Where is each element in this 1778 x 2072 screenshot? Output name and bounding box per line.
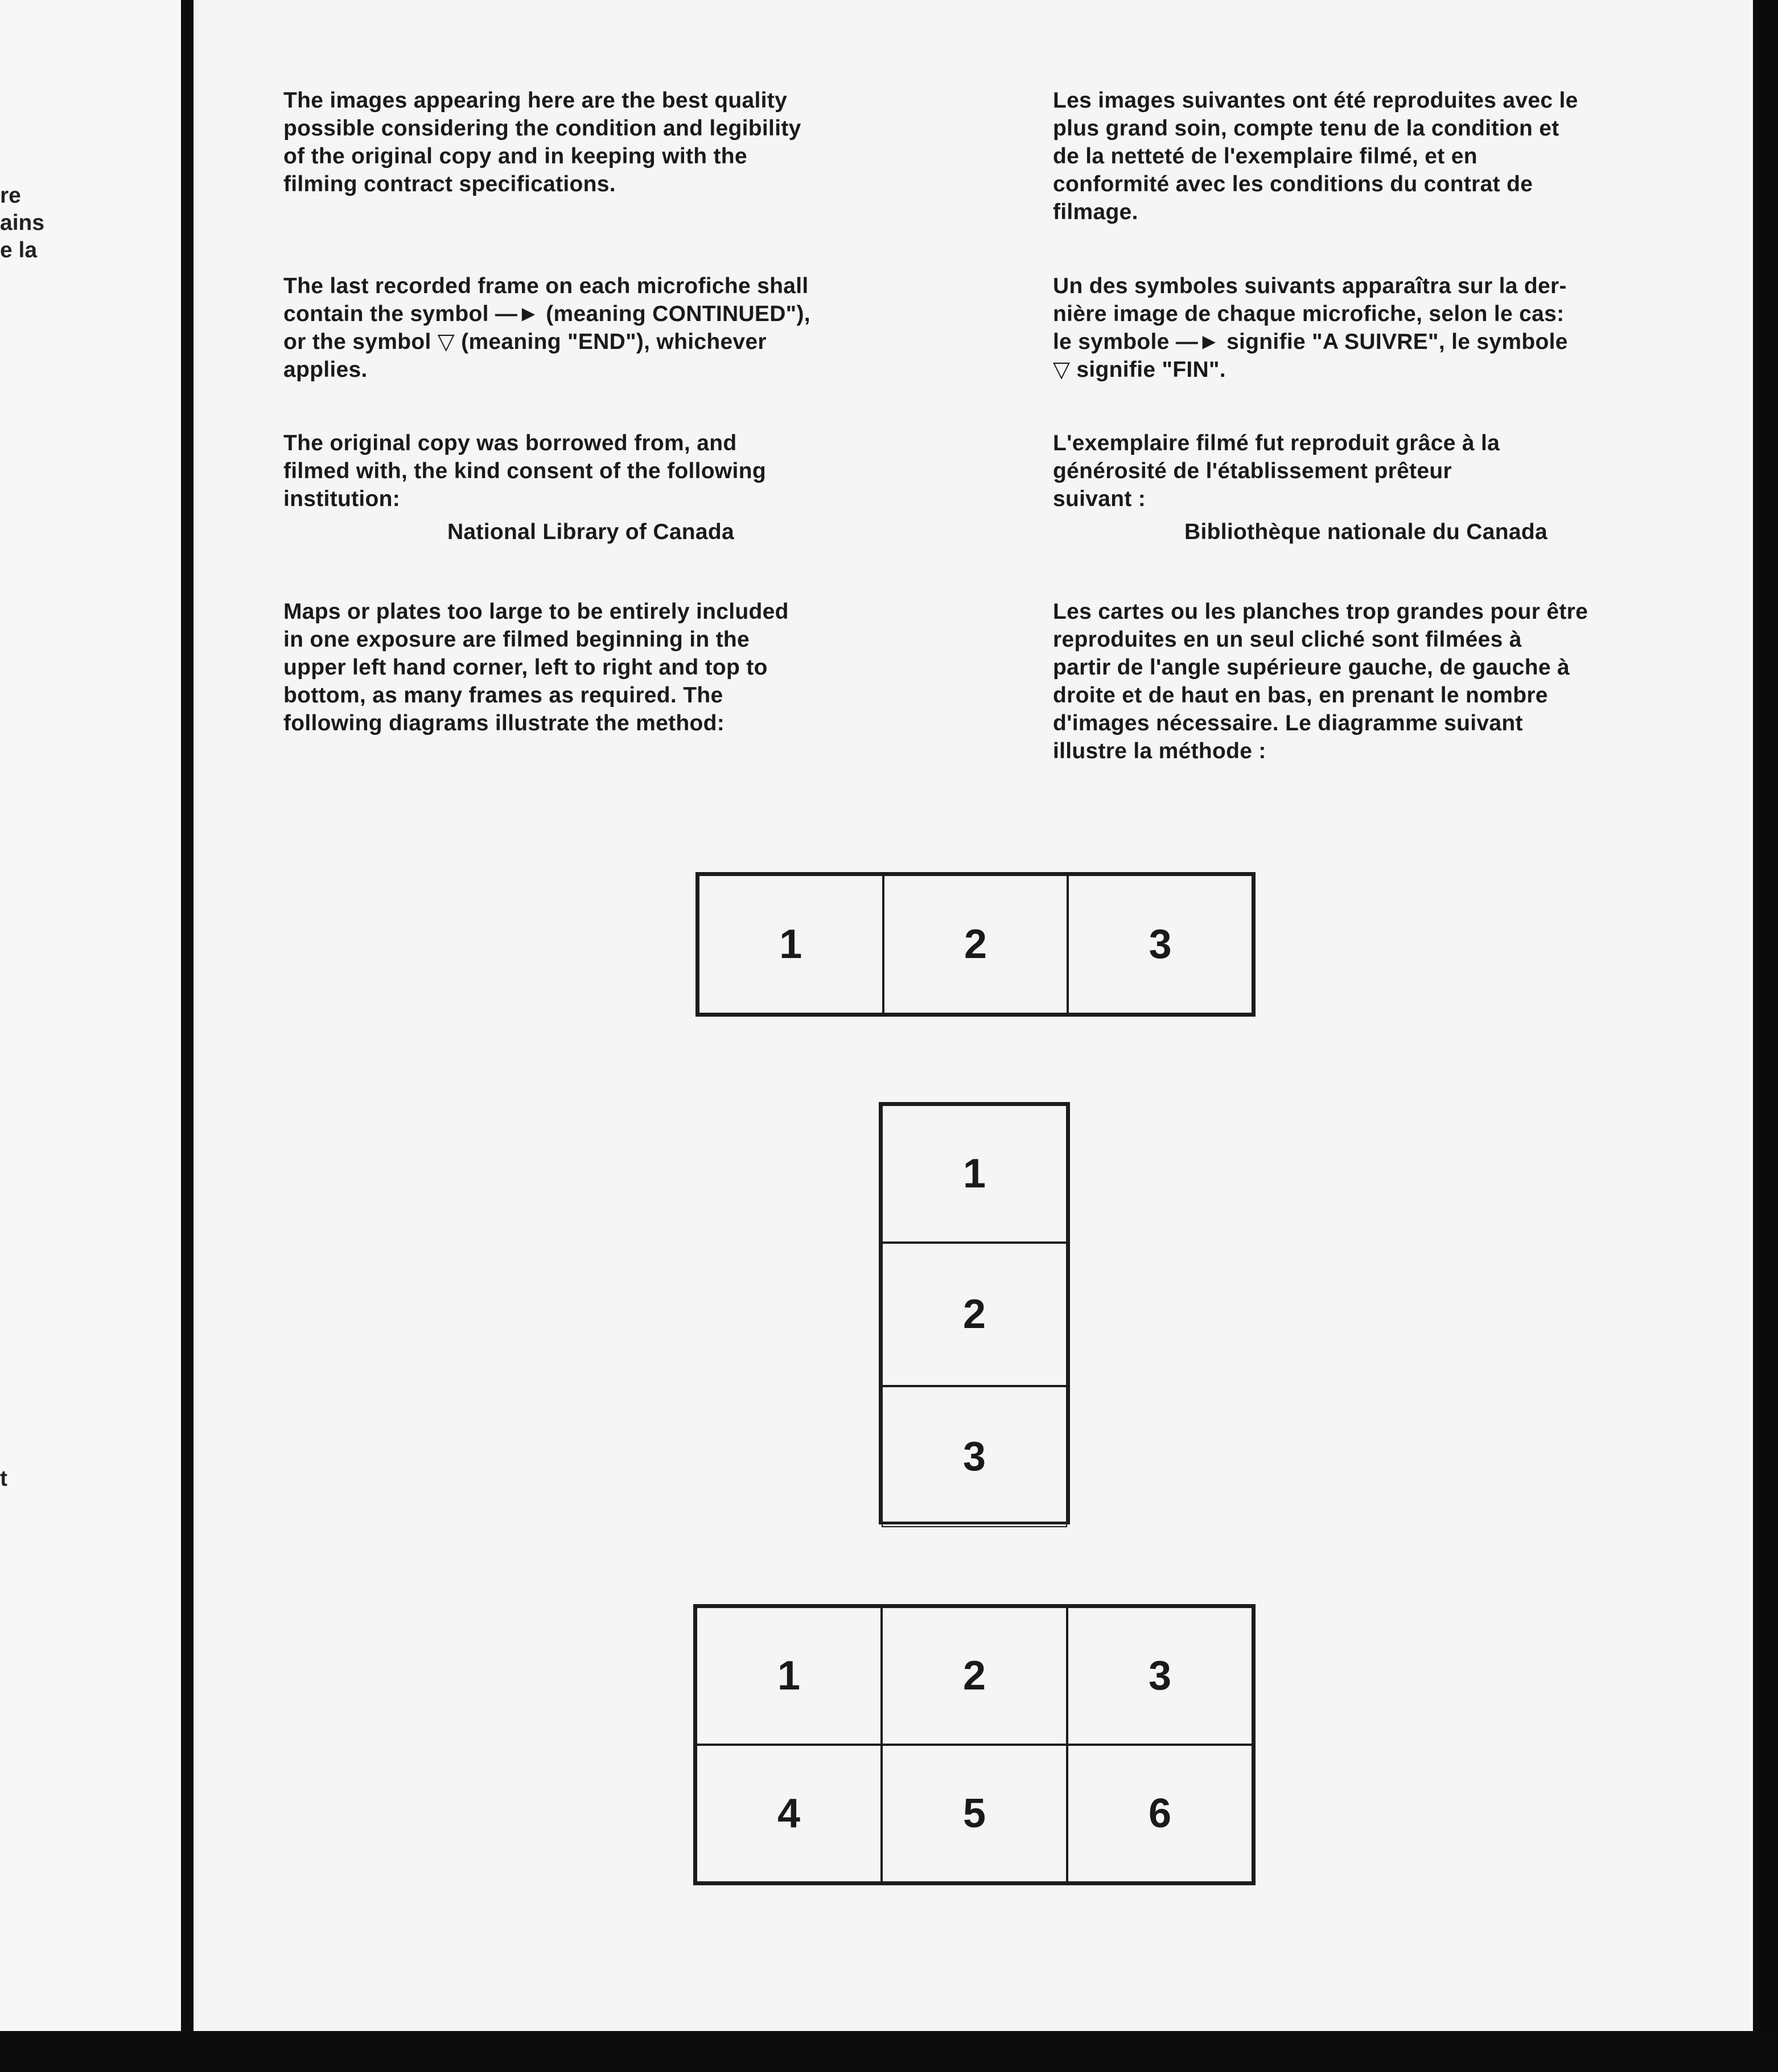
diagram-frame: 3 — [1068, 875, 1253, 1014]
diagram-frame: 1 — [882, 1105, 1067, 1243]
diagram-vertical-sequence — [879, 1102, 1070, 1524]
diagram-horizontal-sequence — [695, 872, 1256, 1017]
diagram-frame: 3 — [882, 1386, 1067, 1527]
institution-name-fr: Bibliothèque nationale du Canada — [1184, 520, 1547, 544]
text-fragment: ains — [0, 211, 45, 235]
quality-paragraph-en: The images appearing here are the best quality possible considering the condition and legibility of the original copy and in keeping with the filming contract specifications. — [283, 88, 801, 196]
diagram-frame: 2 — [882, 1243, 1067, 1386]
text-fragment: e la — [0, 238, 38, 262]
text-fragment: re — [0, 183, 21, 208]
diagram-frame: 3 — [1067, 1607, 1253, 1745]
film-edge — [1760, 0, 1778, 2072]
maps-paragraph-en: Maps or plates too large to be entirely included in one exposure are filmed beginning in the upper left hand corner, left to right and top to bottom, as many frames as required. The following diagrams illustrate the method: — [283, 599, 789, 735]
diagram-frame: 6 — [1067, 1745, 1253, 1882]
diagram-frame: 1 — [698, 875, 883, 1014]
previous-page-text-fragments — [0, 182, 57, 264]
text-fragment: t — [0, 1466, 7, 1491]
symbol-paragraph-en: The last recorded frame on each microfiche shall contain the symbol —► (meaning CONTINUED"), or the symbol ▽ (meaning "END"), whichever applies. — [283, 274, 810, 382]
institution-paragraph-fr: L'exemplaire filmé fut reproduit grâce à la générosité de l'établissement prêteur suivant : — [1053, 431, 1500, 511]
diagram-grid-sequence — [693, 1604, 1256, 1885]
quality-paragraph-fr: Les images suivantes ont été reproduites avec le plus grand soin, compte tenu de la condition et de la netteté de l'exemplaire filmé, et en conformité avec les conditions du contrat de filmage. — [1053, 88, 1578, 224]
previous-page-strip — [0, 0, 181, 2031]
institution-name-en: National Library of Canada — [447, 520, 735, 544]
symbol-paragraph-fr: Un des symboles suivants apparaîtra sur la der- nière image de chaque microfiche, selon le cas: le symbole —► signifie "A SUIVRE", le symbole ▽ signifie "FIN". — [1053, 274, 1568, 382]
diagram-frame: 2 — [883, 875, 1068, 1014]
diagram-frame: 4 — [696, 1745, 882, 1882]
diagram-frame: 1 — [696, 1607, 882, 1745]
diagram-frame: 2 — [882, 1607, 1067, 1745]
maps-paragraph-fr: Les cartes ou les planches trop grandes pour être reproduites en un seul cliché sont filmées à partir de l'angle supérieure gauche, de gauche à droite et de haut en bas, en prenant le nombre d'images nécessaire. Le diagramme suivant illustre la méthode : — [1053, 599, 1588, 763]
diagram-frame: 5 — [882, 1745, 1067, 1882]
film-bottom-band — [0, 2033, 1778, 2072]
institution-paragraph-en: The original copy was borrowed from, and filmed with, the kind consent of the following institution: — [283, 431, 766, 511]
